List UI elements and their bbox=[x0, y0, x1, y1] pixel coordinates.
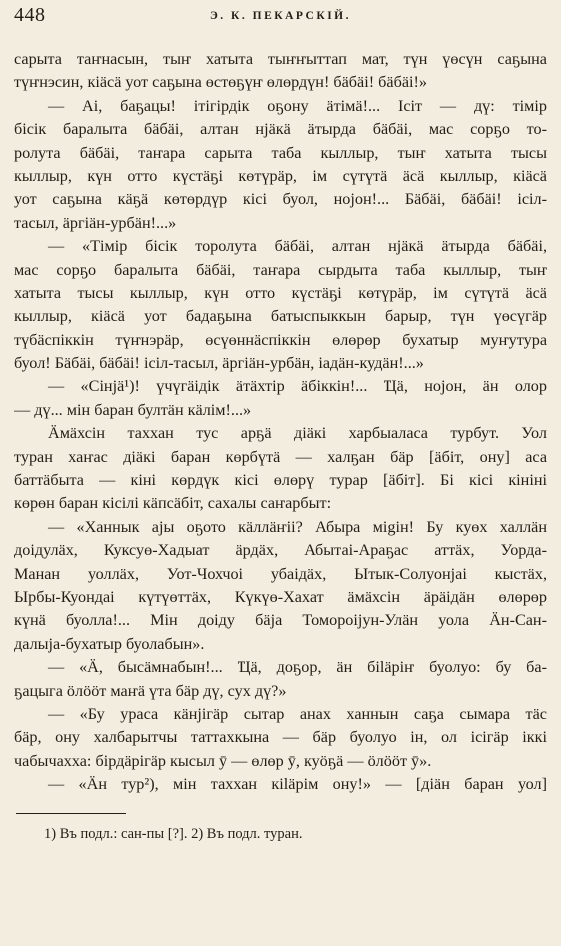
text-line: — «Ханнык ајы оҕото кäллäҥіі? Абыра міgін! Бу куөх халлäн bbox=[48, 517, 547, 536]
text-line: баттäбыта — кіні көрдүк кісі өлөрү турар [äбіт]. Бі кісі кініні bbox=[14, 471, 547, 490]
page-header bbox=[14, 4, 547, 28]
text-line: түбäспіккін түҥнэрäр, өсүөннäспіккін өлөрөр бухатыр муҥутура bbox=[14, 330, 547, 349]
text-line: буол! Бäбäі, бäбäі! ісіл-тасыл, äргіäн-урбäн, іадäн-кудäн!...» bbox=[14, 354, 424, 373]
text-line: — «Тімір бісік торолута бäбäі, алтан нјäкä äтырда бäбäі, bbox=[48, 237, 547, 256]
text-line: ҕацыга öлööт маҥä үта бäр дү, сух дү?» bbox=[14, 681, 287, 700]
text-line: — «Ä, бысäмнабын!... Ҵä, доҕор, äн біläрiҥ буолуо: бу ба- bbox=[48, 658, 547, 677]
text-line: кыллыр, күн отто күстäҕі көтүрäр, ім сүтүтä äсä кыллыр, кіäсä bbox=[14, 166, 547, 185]
text-line: чабычахха: бірдäрігäр кысыл ӯ — өлөр ӯ, куöҕä — öлööт ӯ». bbox=[14, 751, 432, 770]
text-line: уот саҕына кäҕä көтөрдүр кісі буол, нојон!... Бäбäі, бäбäі! ісіл- bbox=[14, 190, 547, 209]
text-line: мас сорҕо баралыта бäбäі, таҥара сырдыта таба кыллыр, тыҥ bbox=[14, 260, 547, 279]
text-line: көрөн баран кісілі кäпсäбіт, сахалы саҥарбыт: bbox=[14, 494, 332, 513]
text-line: — Аі, баҕацы! ітігірдік оҕону äтімä!... Ісіт — дү: тімір bbox=[48, 96, 547, 115]
text-line: ролута бäбäі, таҥара сарыта таба кыллыр, тыҥ хатыта тысы bbox=[14, 143, 547, 162]
running-head: Э. К. ПЕКАРСКІЙ. bbox=[209, 10, 351, 22]
text-line: — дү... мін баран бултäн кäлім!...» bbox=[14, 400, 252, 419]
text-line: сарыта таҥнасын, тыҥ хатыта тыҥҥыттап мат, түн үөсүн саҕына bbox=[14, 50, 547, 68]
text-line: түҥнэсин, кіäсä уот саҕына өстөҕүҥ өлөрдүн! бäбäі! бäбäі!» bbox=[14, 73, 427, 92]
footnote-rule bbox=[16, 813, 126, 814]
text-line: хатыта тысы кыллыр, күн отто күстäҕі көтүрäр, ім сүтүтä äсä bbox=[14, 283, 547, 302]
text-body bbox=[14, 48, 547, 797]
text-line: кыллыр, кіäсä уот бадаҕына батыспыккын барыр, түн үөсүгäр bbox=[14, 307, 547, 326]
text-line: далыја-бухатыр буолабын». bbox=[14, 634, 205, 653]
text-line: — «Äн тур²), мін таххан кіläрім ону!» — [діäн баран уол] bbox=[48, 775, 547, 794]
text-line: бäр, ону халбарытчы таттахкына — бäр буолуо ін, ол ісігäр іккі bbox=[14, 728, 547, 747]
footnotes: 1) Въ подл.: сан-пы [?]. 2) Въ подл. туран. bbox=[44, 825, 303, 842]
text-line: Манан уоллäх, Уот-Чохчоі убаідäх, Ытык-Солуонјаі кыстäх, bbox=[14, 564, 547, 583]
text-line: — «Сінјä¹)! үчүгäідік äтäхтір äбіккін!... Ҵä, нојон, äн олор bbox=[48, 377, 547, 396]
text-line: күнä буолла!... Мін доіду бäја Томороіјун-Улäн уола Äн-Сан- bbox=[14, 611, 547, 630]
text-line: туран хаҥас діäкі баран көрбүтä — халҕан бäр [äбіт, ону] аса bbox=[14, 447, 547, 466]
text-line: доідулäх, Куксуө-Хадыат äрдäх, Абытаі-Араҕас аттäх, Уорда- bbox=[14, 541, 547, 560]
text-line: — «Бу ураса кäнјігäр сытар анах ханнын саҕа сымара тäс bbox=[48, 704, 547, 723]
text-line: бісік баралыта бäбäі, алтан нјäкä äтырда бäбäі, мас сорҕо то- bbox=[14, 120, 547, 139]
text-line: тасыл, äргіäн-урбäн!...» bbox=[14, 213, 177, 232]
text-line: Ырбы-Куондаі күтүөттäх, Күкүө-Хахат äмäхсін äрäідäн өлөрөр bbox=[14, 587, 547, 606]
page-number: 448 bbox=[14, 4, 46, 26]
text-line: Äмäхсін таххан тус арҕä діäкі харбыалаcа турбут. Уол bbox=[48, 424, 547, 443]
